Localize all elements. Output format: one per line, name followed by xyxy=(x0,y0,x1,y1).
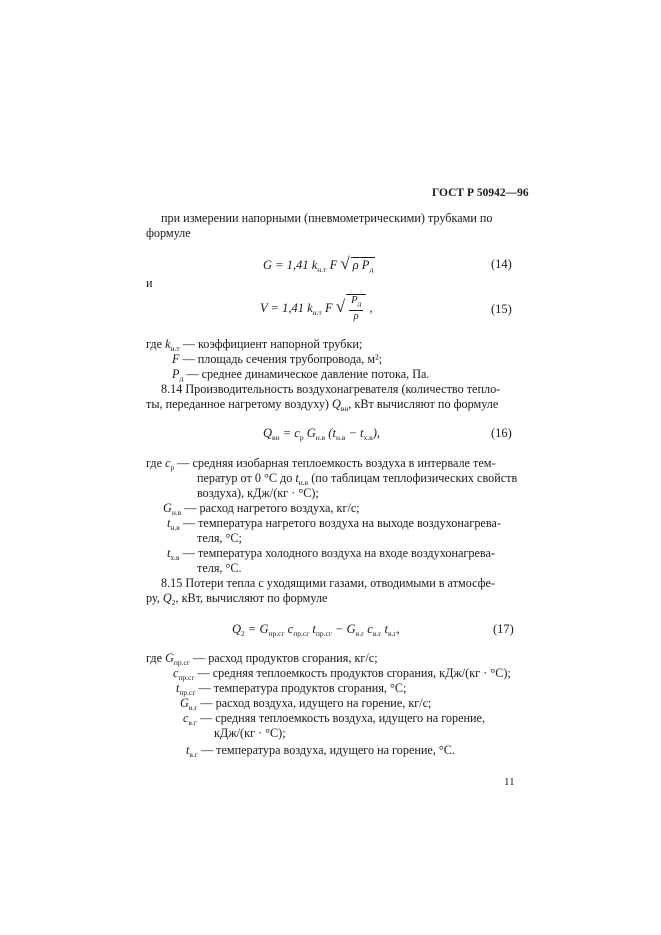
legend-t-vg: $t_{в.г}$ — температура воздуха, идущего на горение, °С. xyxy=(186,743,455,759)
legend-k: где $k_{н.т}$ — коэффициент напорной трубки; xyxy=(146,337,363,353)
conjunction: и xyxy=(146,276,153,290)
legend-c-prsg: $c_{пр.сг}$ — средняя теплоемкость продуктов сгорания, кДж/(кг · °С); xyxy=(173,666,511,682)
legend-g-nv: $G_{н.в}$ — расход нагретого воздуха, кг/с; xyxy=(163,501,360,517)
document-code: ГОСТ Р 50942—96 xyxy=(432,187,529,199)
section-8-14-line-2: ты, переданное нагретому воздуху) $Q_{вн}$, кВт вычисляют по формуле xyxy=(146,397,499,413)
intro-line-1: при измерении напорными (пневмометрическими) трубками по xyxy=(161,211,493,225)
section-8-14-line-1: 8.14 Производительность воздухонагревателя (количество тепло- xyxy=(161,382,501,396)
section-8-15-line-2: ру, $Q_2$, кВт, вычисляют по формуле xyxy=(146,591,328,607)
legend-t-xv-line-1: $t_{х.в}$ — температура холодного воздуха на входе воздухонагрева- xyxy=(167,546,495,562)
intro-line-2: формуле xyxy=(146,226,191,240)
legend-cp-line-3: воздуха), кДж/(кг · °С); xyxy=(197,486,319,500)
legend-c-vg-line-1: $c_{в.г}$ — средняя теплоемкость воздуха, идущего на горение, xyxy=(183,711,485,727)
legend-g-vg: $G_{в.г}$ — расход воздуха, идущего на горение, кг/с; xyxy=(180,696,432,712)
equation-16-number: (16) xyxy=(491,426,512,440)
equation-15-number: (15) xyxy=(491,302,512,316)
legend-c-vg-line-2: кДж/(кг · °С); xyxy=(214,726,286,740)
section-8-15-line-1: 8.15 Потери тепла с уходящими газами, отводимыми в атмосфе- xyxy=(161,576,496,590)
legend-p: $P_д$ — среднее динамическое давление потока, Па. xyxy=(172,367,430,383)
legend-g-prsg: где $G_{пр.сг}$ — расход продуктов сгорания, кг/с; xyxy=(146,651,378,667)
equation-17: $Q_2 = G_{пр.сг}$ $c_{пр.сг}$ $t_{пр.сг} - G_{в.г}$ $c_{в.г}$ $t_{в.г}$, xyxy=(232,622,400,638)
page-number: 11 xyxy=(504,776,515,788)
equation-16: $Q_{вн} = c_p$ $G_{н.в}$ $(t_{н.в} - t_{х.в})$, xyxy=(263,426,381,442)
legend-t-xv-line-2: теля, °С. xyxy=(197,561,242,575)
legend-cp-line-1: где $c_p$ — средняя изобарная теплоемкость воздуха в интервале тем- xyxy=(146,456,496,472)
legend-t-prsg: $t_{пр.сг}$ — температура продуктов сгорания, °С; xyxy=(176,681,407,697)
equation-17-number: (17) xyxy=(493,622,514,636)
legend-cp-line-2: ператур от 0 °С до $t_{н.в}$ (по таблицам теплофизических свойств xyxy=(197,471,518,487)
equation-14-number: (14) xyxy=(491,257,512,271)
equation-14: G = 1,41 $k_{н.т}$ F √ ρ $P_д$ xyxy=(263,254,374,274)
legend-t-nv-line-2: теля, °С; xyxy=(197,531,242,545)
legend-t-nv-line-1: $t_{н.в}$ — температура нагретого воздуха на выходе воздухонагрева- xyxy=(167,516,501,532)
legend-f: F — площадь сечения трубопровода, м²; xyxy=(172,352,383,366)
equation-15: V = 1,41 $k_{н.т}$ F √ $\frac{P_д}{\rho}$ , xyxy=(260,295,373,322)
